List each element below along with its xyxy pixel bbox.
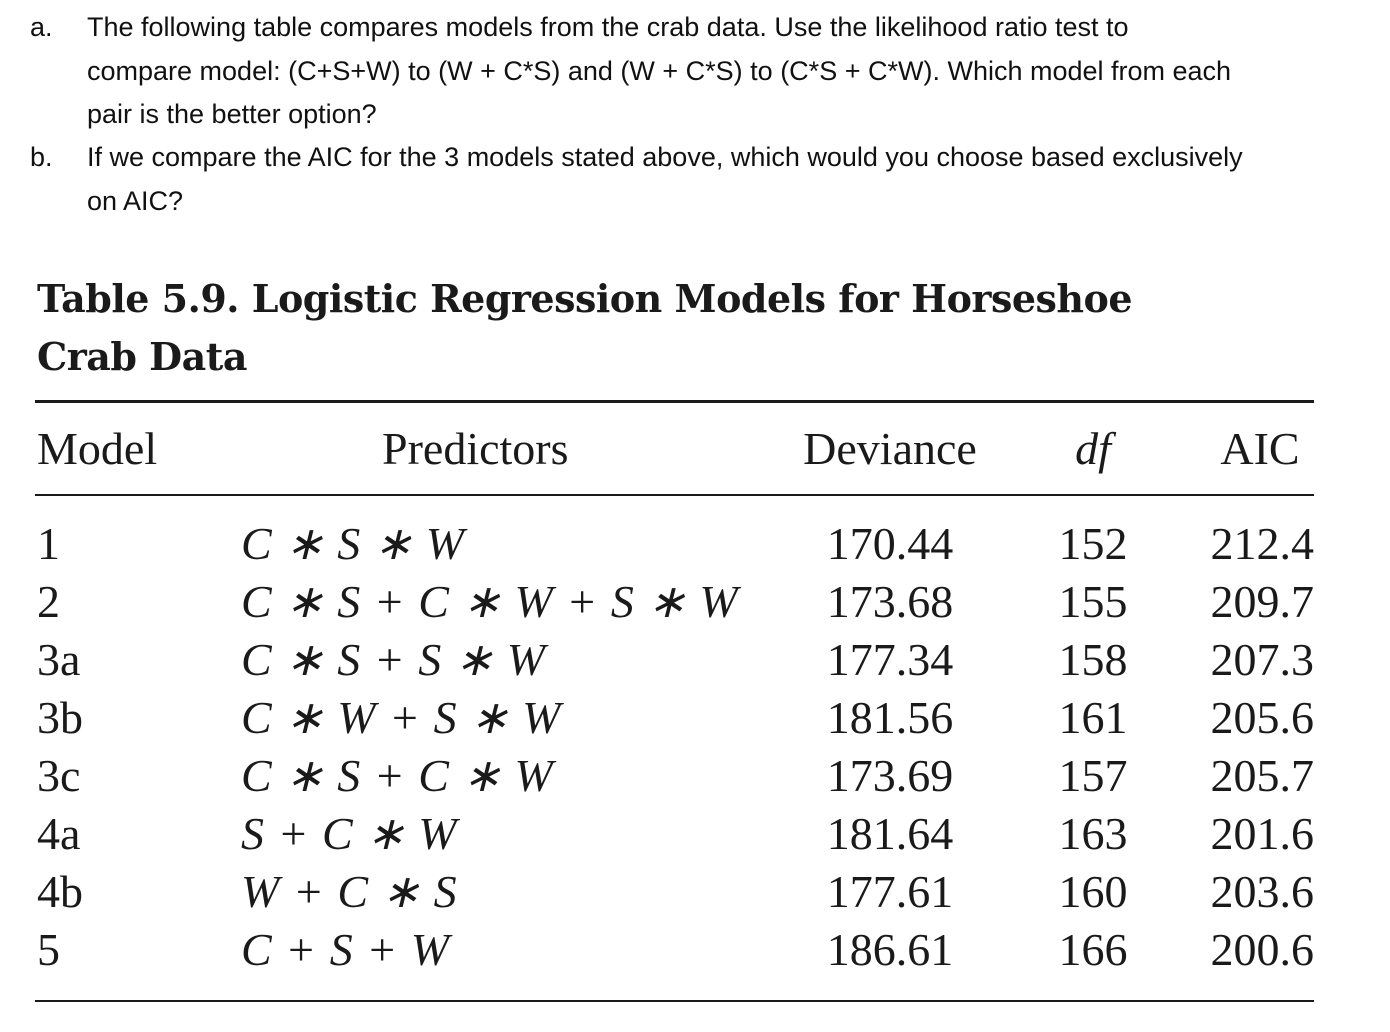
cell-predictors: C + S + W <box>241 924 450 975</box>
question-b <box>0 136 1390 223</box>
cell-aic: 201.6 <box>1210 808 1314 859</box>
caption-line: Table 5.9. Logistic Regression Models for Horseshoe <box>37 276 1133 321</box>
table-bottom-rule <box>35 1000 1314 1002</box>
cell-df: 152 <box>1058 518 1128 569</box>
cell-df: 158 <box>1058 634 1128 685</box>
cell-df: 166 <box>1058 924 1128 975</box>
cell-predictors: C ∗ W + S ∗ W <box>241 692 561 743</box>
cell-aic: 203.6 <box>1210 866 1314 917</box>
cell-predictors: S + C ∗ W <box>241 808 457 859</box>
cell-df: 161 <box>1058 692 1128 743</box>
header-model: Model <box>37 423 158 474</box>
cell-deviance: 181.56 <box>826 692 954 743</box>
cell-deviance: 173.68 <box>826 576 954 627</box>
table-header-rule <box>35 494 1314 496</box>
cell-deviance: 186.61 <box>826 924 954 975</box>
question-text-line: If we compare the AIC for the 3 models stated above, which would you choose based exclusively <box>87 142 1243 172</box>
cell-aic: 205.7 <box>1210 750 1314 801</box>
cell-predictors: C ∗ S ∗ W <box>241 518 465 569</box>
question-text-line: compare model: (C+S+W) to (W + C*S) and (W + C*S) to (C*S + C*W). Which model from each <box>87 55 1232 86</box>
cell-deviance: 170.44 <box>826 518 954 569</box>
header-df: df <box>1075 423 1111 474</box>
cell-df: 157 <box>1058 750 1128 801</box>
cell-aic: 205.6 <box>1210 692 1314 743</box>
cell-model: 3b <box>37 692 83 743</box>
cell-deviance: 177.61 <box>826 866 954 917</box>
cell-predictors: C ∗ S + S ∗ W <box>241 634 546 685</box>
cell-model: 3a <box>37 634 81 685</box>
question-marker: a. <box>30 12 53 42</box>
table-caption <box>37 270 1132 386</box>
cell-aic: 200.6 <box>1210 924 1314 975</box>
cell-aic: 212.4 <box>1210 518 1314 569</box>
cell-df: 163 <box>1058 808 1128 859</box>
cell-model: 2 <box>37 576 60 627</box>
cell-aic: 209.7 <box>1210 576 1314 627</box>
cell-model: 4a <box>37 808 81 859</box>
question-marker: b. <box>30 142 53 172</box>
cell-predictors: C ∗ S + C ∗ W <box>241 750 553 801</box>
cell-model: 5 <box>37 924 60 975</box>
cell-df: 155 <box>1058 576 1128 627</box>
cell-deviance: 173.69 <box>826 750 954 801</box>
header-aic: AIC <box>1220 423 1300 474</box>
cell-model: 3c <box>37 750 81 801</box>
cell-deviance: 177.34 <box>826 634 954 685</box>
header-deviance: Deviance <box>803 423 977 474</box>
question-text-line: pair is the better option? <box>87 99 377 129</box>
header-predictors: Predictors <box>382 423 569 474</box>
table-top-rule <box>35 400 1314 403</box>
cell-deviance: 181.64 <box>826 808 954 859</box>
cell-model: 4b <box>37 866 83 917</box>
question-text-line: The following table compares models from the crab data. Use the likelihood ratio test to <box>87 12 1129 42</box>
cell-predictors: W + C ∗ S <box>241 866 457 917</box>
cell-aic: 207.3 <box>1210 634 1314 685</box>
caption-line: Crab Data <box>37 334 247 379</box>
question-a <box>0 6 1390 137</box>
cell-predictors: C ∗ S + C ∗ W + S ∗ W <box>241 576 738 627</box>
cell-df: 160 <box>1058 866 1128 917</box>
cell-model: 1 <box>37 518 60 569</box>
question-text-line: on AIC? <box>87 185 184 216</box>
